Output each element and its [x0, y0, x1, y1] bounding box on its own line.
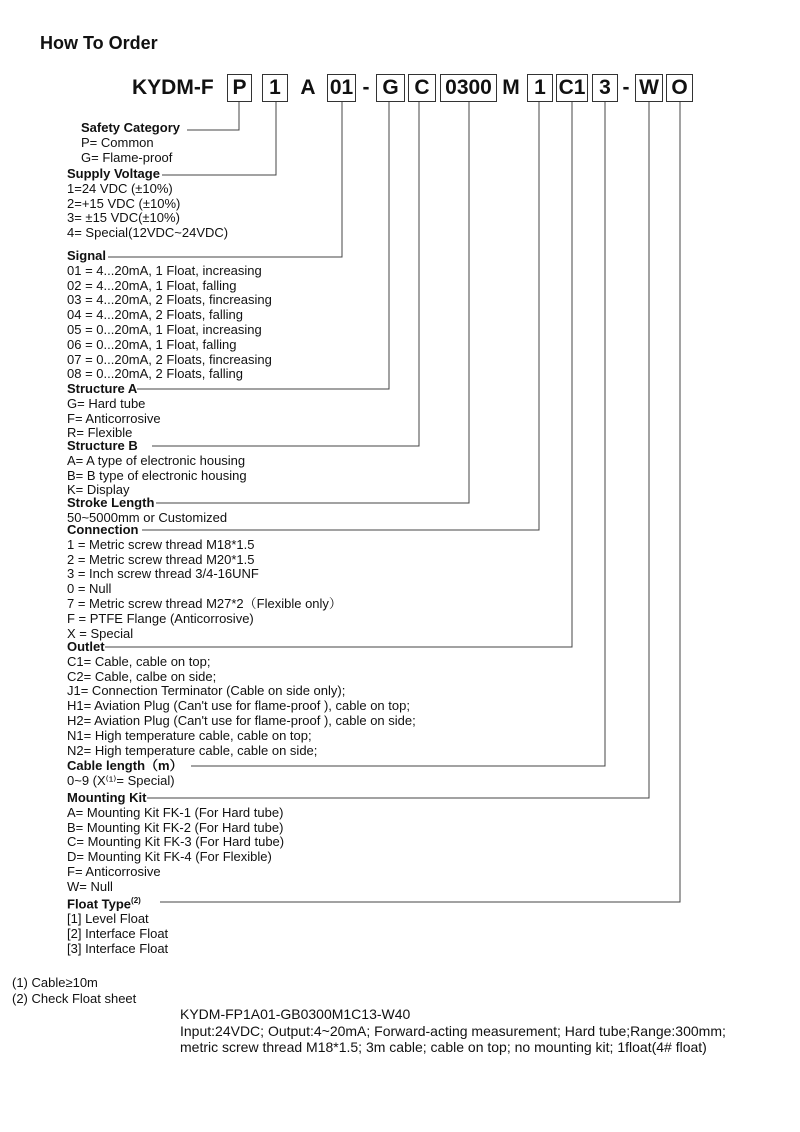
code-box-structure-b: C: [408, 74, 436, 102]
footnote: (2) Check Float sheet: [12, 990, 137, 1006]
option-item: [2] Interface Float: [67, 925, 169, 941]
code-box-outlet: C1: [556, 74, 588, 102]
option-item: [3] Interface Float: [67, 940, 169, 956]
option-item: 08 = 0...20mA, 2 Floats, falling: [67, 366, 243, 382]
option-item: R= Flexible: [67, 425, 133, 441]
option-item: F= Anticorrosive: [67, 410, 161, 426]
section-heading: Safety Category: [81, 120, 180, 135]
option-item: K= Display: [67, 482, 130, 498]
option-item: N2= High temperature cable, cable on side;: [67, 742, 318, 758]
section-structure-a: [67, 382, 161, 441]
code-box-structure-a: G: [376, 74, 405, 102]
option-item: B= Mounting Kit FK-2 (For Hard tube): [67, 819, 284, 835]
footnote-marker: (2): [131, 896, 141, 905]
option-item: 07 = 0...20mA, 2 Floats, fincreasing: [67, 351, 272, 367]
option-item: 1 = Metric screw thread M18*1.5: [67, 536, 255, 552]
section-heading: [67, 894, 168, 912]
model-prefix: KYDM-F: [132, 76, 214, 99]
section-outlet: [67, 640, 416, 758]
code-char-m: M: [502, 76, 520, 99]
option-item: 03 = 4...20mA, 2 Floats, fincreasing: [67, 292, 272, 308]
section-heading: Cable length（m）: [67, 758, 183, 773]
section-safety-category: [81, 121, 180, 165]
option-item: 1=24 VDC (±10%): [67, 180, 173, 196]
section-structure-b: [67, 439, 247, 498]
option-item: 0 = Null: [67, 581, 112, 597]
code-box-connection: 1: [527, 74, 553, 102]
example-description: Input:24VDC; Output:4~20mA; Forward-acting measurement; Hard tube;Range:300mm;: [180, 1022, 726, 1039]
code-box-signal: 01: [327, 74, 356, 102]
code-char-a: A: [300, 76, 316, 99]
option-item: 4= Special(12VDC~24VDC): [67, 225, 229, 241]
section-float-type: [67, 894, 168, 957]
code-box-stroke-length: 0300: [440, 74, 497, 102]
code-box-float-type: O: [666, 74, 693, 102]
option-item: A= A type of electronic housing: [67, 452, 246, 468]
option-item: F= Anticorrosive: [67, 863, 161, 879]
section-supply-voltage: [67, 167, 228, 241]
section-heading-text: Float Type: [67, 896, 132, 912]
option-item: 3= ±15 VDC(±10%): [67, 210, 180, 226]
code-dash: -: [362, 76, 370, 99]
option-item: H1= Aviation Plug (Can't use for flame-proof ), cable on top;: [67, 698, 410, 714]
order-example: [180, 1006, 726, 1056]
option-item: 50~5000mm or Customized: [67, 509, 228, 525]
section-heading: Supply Voltage: [67, 166, 160, 181]
option-item: 2=+15 VDC (±10%): [67, 195, 181, 211]
option-item: 2 = Metric screw thread M20*1.5: [67, 551, 255, 567]
option-item: C= Mounting Kit FK-3 (For Hard tube): [67, 834, 285, 850]
option-item: 06 = 0...20mA, 1 Float, falling: [67, 336, 237, 352]
code-box-cable-length: 3: [592, 74, 618, 102]
option-item: 05 = 0...20mA, 1 Float, increasing: [67, 321, 262, 337]
connector-safety: [187, 102, 239, 130]
section-mounting-kit: [67, 791, 284, 895]
option-item: A= Mounting Kit FK-1 (For Hard tube): [67, 804, 284, 820]
option-item: 04 = 4...20mA, 2 Floats, falling: [67, 307, 243, 323]
code-box-voltage: 1: [262, 74, 288, 102]
option-item: 0~9 (X⁽¹⁾= Special): [67, 772, 175, 788]
option-item: 3 = Inch screw thread 3/4-16UNF: [67, 566, 259, 582]
option-item: P= Common: [81, 134, 154, 150]
option-item: 02 = 4...20mA, 1 Float, falling: [67, 277, 237, 293]
option-item: G= Hard tube: [67, 395, 146, 411]
section-heading: Stroke Length: [67, 495, 155, 510]
section-cable-length: [67, 759, 183, 789]
code-box-safety: P: [227, 74, 252, 102]
option-item: N1= High temperature cable, cable on top;: [67, 727, 312, 743]
option-item: H2= Aviation Plug (Can't use for flame-proof ), cable on side;: [67, 712, 416, 728]
page-title: How To Order: [40, 33, 158, 53]
section-connection: [67, 523, 342, 641]
option-item: 7 = Metric screw thread M27*2（Flexible only）: [67, 595, 342, 611]
footnotes: [12, 975, 136, 1006]
section-heading: Mounting Kit: [67, 790, 147, 805]
option-item: G= Flame-proof: [81, 149, 173, 165]
section-heading: Signal: [67, 248, 107, 263]
code-dash: -: [622, 76, 630, 99]
example-description: metric screw thread M18*1.5; 3m cable; cable on top; no mounting kit; 1float(4# float): [180, 1039, 707, 1055]
code-box-mounting-kit: W: [635, 74, 663, 102]
option-item: B= B type of electronic housing: [67, 467, 247, 483]
section-signal: [67, 249, 272, 382]
option-item: 01 = 4...20mA, 1 Float, increasing: [67, 262, 262, 278]
section-heading: Structure A: [67, 381, 138, 396]
option-item: C1= Cable, cable on top;: [67, 653, 211, 669]
option-item: J1= Connection Terminator (Cable on side only);: [67, 683, 346, 699]
connector-float-type: [160, 102, 680, 902]
section-heading: Structure B: [67, 438, 138, 453]
section-heading: Connection: [67, 522, 139, 537]
section-heading: Outlet: [67, 639, 105, 654]
example-code: KYDM-FP1A01-GB0300M1C13-W40: [180, 1006, 411, 1022]
option-item: C2= Cable, calbe on side;: [67, 668, 217, 684]
option-item: D= Mounting Kit FK-4 (For Flexible): [67, 849, 272, 865]
option-item: [1] Level Float: [67, 911, 149, 927]
footnote: (1) Cable≥10m: [12, 975, 98, 990]
option-item: F = PTFE Flange (Anticorrosive): [67, 610, 254, 626]
option-item: X = Special: [67, 625, 134, 641]
option-item: W= Null: [67, 878, 113, 894]
